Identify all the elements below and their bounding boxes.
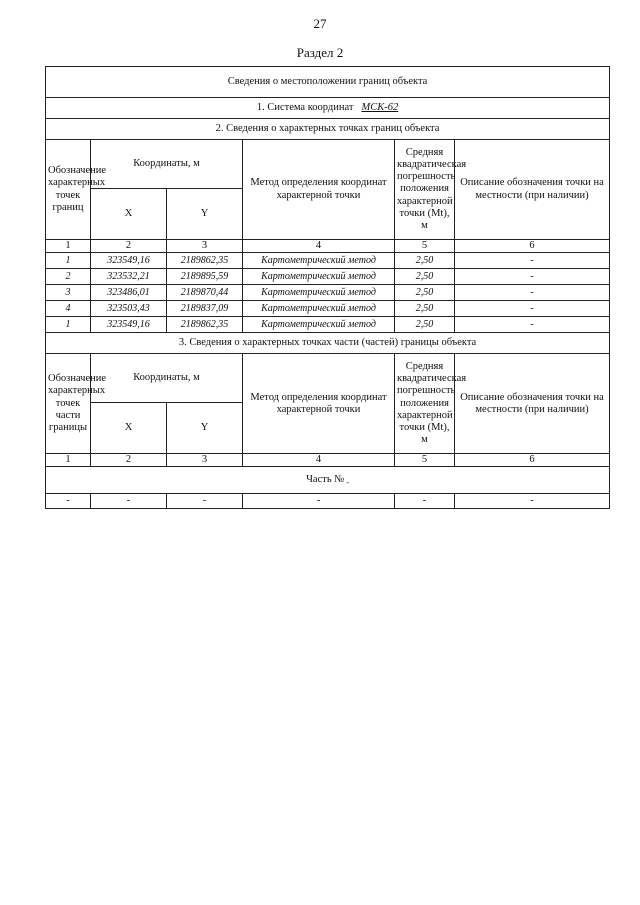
table-row (46, 269, 610, 285)
part-number: - (346, 478, 349, 488)
column-number: 1 (46, 240, 91, 253)
column-number: 4 (243, 454, 395, 467)
column-number: 5 (395, 454, 455, 467)
section3-title: 3. Сведения о характерных точках части (частей) границы объекта (46, 333, 610, 354)
part-label-row (46, 467, 610, 494)
coord-x: 323503,43 (91, 301, 167, 317)
error: 2,50 (395, 285, 455, 301)
header-designation: Обозначение характерных точек границ (46, 140, 91, 240)
method: Картометрический метод (243, 285, 395, 301)
column-number: 4 (243, 240, 395, 253)
header-method: Метод определения координат характерной точки (243, 140, 395, 240)
description: - (455, 269, 610, 285)
header-description: Описание обозначения точки на местности (при наличии) (455, 354, 610, 454)
point-id: 1 (46, 317, 91, 333)
dash-cell: - (167, 494, 243, 509)
column-number: 2 (91, 454, 167, 467)
header-designation-part: Обозначение характерных точек части границы (46, 354, 91, 454)
header-coords: Координаты, м (91, 140, 243, 189)
description: - (455, 285, 610, 301)
description: - (455, 253, 610, 269)
error: 2,50 (395, 301, 455, 317)
coord-system-row (46, 98, 610, 119)
dash-cell: - (395, 494, 455, 509)
part-label: Часть № (306, 474, 345, 486)
column-number: 6 (455, 454, 610, 467)
point-id: 3 (46, 285, 91, 301)
dash-cell: - (46, 494, 91, 509)
coord-system-value: МСК-62 (361, 101, 399, 113)
point-id: 2 (46, 269, 91, 285)
section2-title: 2. Сведения о характерных точках границ объекта (46, 119, 610, 140)
point-id: 1 (46, 253, 91, 269)
dash-cell: - (91, 494, 167, 509)
coord-x: 323549,16 (91, 317, 167, 333)
coord-y: 2189870,44 (167, 285, 243, 301)
dash-cell: - (455, 494, 610, 509)
column-number: 5 (395, 240, 455, 253)
boundary-table (45, 66, 610, 509)
table-row (46, 301, 610, 317)
header-description: Описание обозначения точки на местности (при наличии) (455, 140, 610, 240)
header-error: Средняя квадратическая погрешность положения характерной точки (Mt), м (395, 354, 455, 454)
point-id: 4 (46, 301, 91, 317)
error: 2,50 (395, 269, 455, 285)
coord-x: 323549,16 (91, 253, 167, 269)
header-x: X (91, 403, 167, 454)
method: Картометрический метод (243, 269, 395, 285)
coord-y: 2189862,35 (167, 253, 243, 269)
coord-y: 2189862,35 (167, 317, 243, 333)
method: Картометрический метод (243, 301, 395, 317)
method: Картометрический метод (243, 317, 395, 333)
section-title: Раздел 2 (296, 45, 344, 60)
header-error: Средняя квадратическая погрешность положения характерной точки (Mt), м (395, 140, 455, 240)
column-number: 6 (455, 240, 610, 253)
coord-y: 2189837,09 (167, 301, 243, 317)
dash-cell: - (243, 494, 395, 509)
column-number: 1 (46, 454, 91, 467)
table-row (46, 317, 610, 333)
table-row (46, 285, 610, 301)
header-coords: Координаты, м (91, 354, 243, 403)
error: 2,50 (395, 253, 455, 269)
page-number: 27 (313, 16, 327, 31)
table-row (46, 253, 610, 269)
column-number: 2 (91, 240, 167, 253)
description: - (455, 317, 610, 333)
coord-y: 2189895,59 (167, 269, 243, 285)
table-title: Сведения о местоположении границ объекта (46, 67, 610, 98)
header-method: Метод определения координат характерной точки (243, 354, 395, 454)
description: - (455, 301, 610, 317)
coord-x: 323532,21 (91, 269, 167, 285)
column-number: 3 (167, 454, 243, 467)
error: 2,50 (395, 317, 455, 333)
column-number: 3 (167, 240, 243, 253)
header-x: X (91, 189, 167, 240)
method: Картометрический метод (243, 253, 395, 269)
coord-system-label: 1. Система координат (256, 101, 354, 113)
coord-x: 323486,01 (91, 285, 167, 301)
header-y: Y (167, 403, 243, 454)
table-row (46, 494, 610, 509)
header-y: Y (167, 189, 243, 240)
